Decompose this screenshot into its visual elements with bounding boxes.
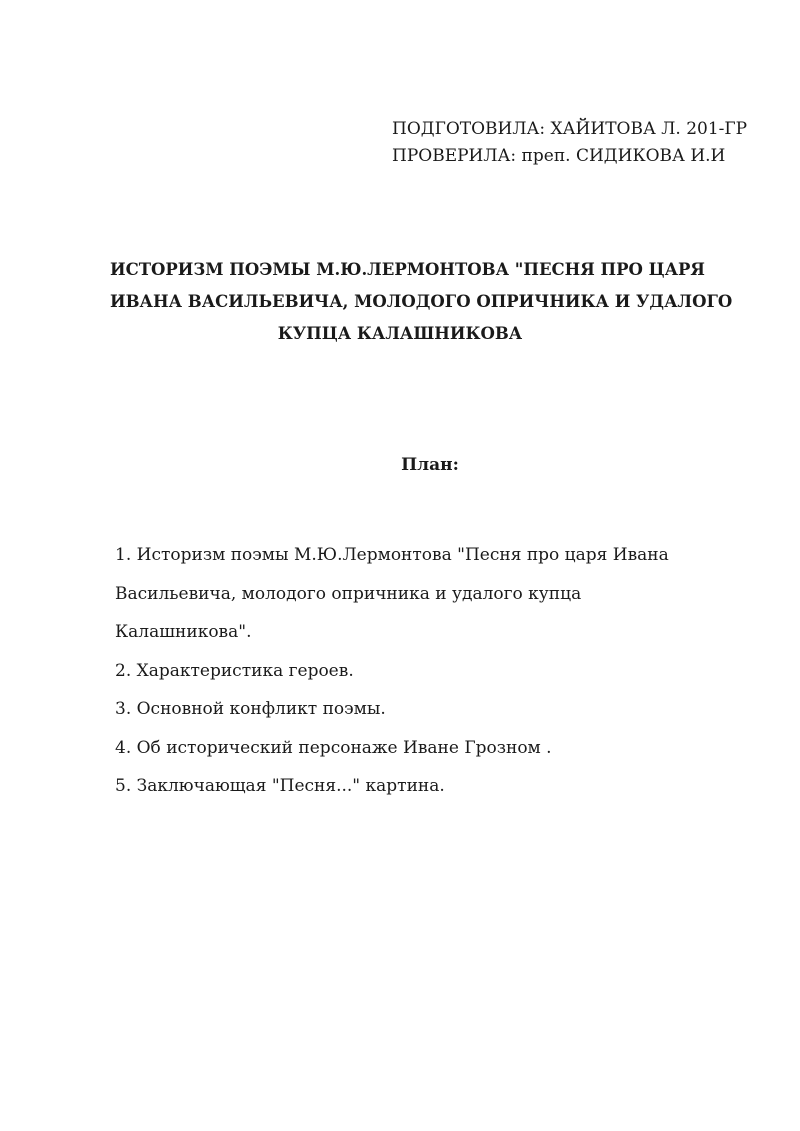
plan-item-line: Васильевича, молодого опричника и удалого купца (115, 583, 582, 604)
title-line: ИСТОРИЗМ ПОЭМЫ М.Ю.ЛЕРМОНТОВА "ПЕСНЯ ПРО ЦАРЯ (110, 260, 705, 279)
plan-item-line: 4. Об исторический персонаже Иване Грозном . (115, 737, 552, 758)
plan-item (115, 536, 735, 652)
plan-item (115, 690, 735, 729)
plan-heading: План: (401, 455, 459, 475)
plan-item-line: 1. Историзм поэмы М.Ю.Лермонтова "Песня про царя Ивана (115, 545, 669, 565)
plan-item-line: Калашникова". (115, 622, 252, 642)
plan-item-line: 2. Характеристика героев. (115, 660, 354, 681)
document-title (110, 254, 733, 350)
plan-item (115, 729, 735, 768)
title-line: КУПЦА КАЛАШНИКОВА (277, 324, 523, 343)
title-line: ИВАНА ВАСИЛЬЕВИЧА, МОЛОДОГО ОПРИЧНИКА И УДАЛОГО (110, 292, 733, 311)
author-block (392, 116, 792, 170)
plan-item-line: 5. Заключающая "Песня..." картина. (115, 776, 445, 796)
plan-item-line: 3. Основной конфликт поэмы. (115, 699, 386, 719)
plan-item (115, 767, 735, 806)
checked-by-text: ПРОВЕРИЛА: преп. СИДИКОВА И.И (392, 146, 726, 166)
prepared-by-text: ПОДГОТОВИЛА: ХАЙИТОВА Л. 201-ГР (392, 119, 748, 139)
plan-item (115, 652, 735, 691)
plan-list (115, 536, 735, 806)
